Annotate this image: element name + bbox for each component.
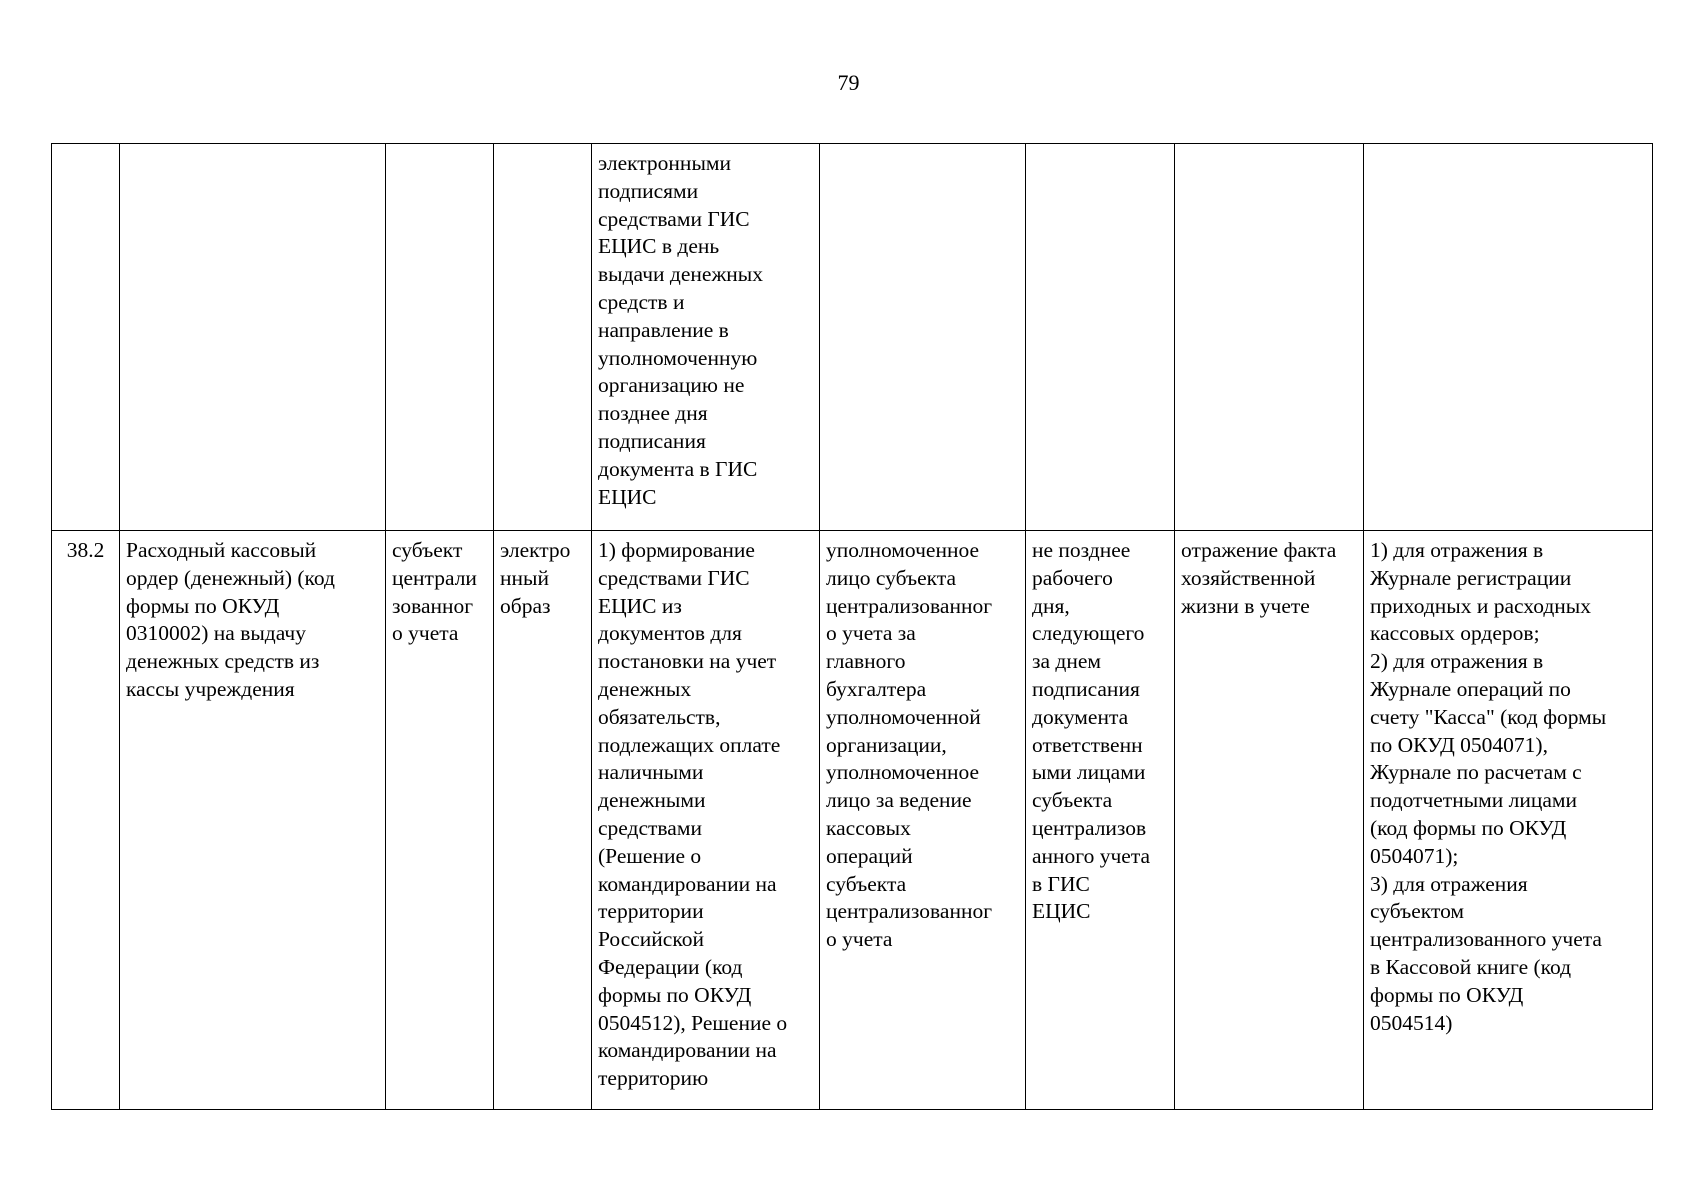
- cell-number: [52, 144, 120, 531]
- cell-deadline: не позднее рабочего дня, следующего за днем подписания документа ответственн ыми лицами субъекта централизов анного учета в ГИС ЕЦИС: [1026, 531, 1175, 1110]
- cell-signer: [820, 144, 1026, 531]
- cell-number: 38.2: [52, 531, 120, 1110]
- cell-deadline: [1026, 144, 1175, 531]
- cell-format: электро нный образ: [494, 531, 592, 1110]
- cell-procedure: электронными подписями средствами ГИС ЕЦИС в день выдачи денежных средств и направление в уполномоченную организацию не позднее дня подписания документа в ГИС ЕЦИС: [592, 144, 820, 531]
- cell-format: [494, 144, 592, 531]
- cell-creator: [386, 144, 494, 531]
- document-table: [51, 143, 1653, 1110]
- cell-usage: [1364, 144, 1653, 531]
- cell-usage: 1) для отражения в Журнале регистрации приходных и расходных кассовых ордеров; 2) для отражения в Журнале операций по счету "Касса" (код формы по ОКУД 0504071), Журнале по расчетам с подотчетными лицами (код формы по ОКУД 0504071); 3) для отражения субъектом централизованного учета в Кассовой книге (код формы по ОКУД 0504514): [1364, 531, 1653, 1110]
- cell-purpose: [1175, 144, 1364, 531]
- cell-procedure: 1) формирование средствами ГИС ЕЦИС из документов для постановки на учет денежных обязательств, подлежащих оплате наличными денежными средствами (Решение о командировании на территории Российской Федерации (код формы по ОКУД 0504512), Решение о командировании на территорию: [592, 531, 820, 1110]
- cell-purpose: отражение факта хозяйственной жизни в учете: [1175, 531, 1364, 1110]
- table-row: [52, 531, 1653, 1110]
- cell-document-name: Расходный кассовый ордер (денежный) (код формы по ОКУД 0310002) на выдачу денежных средств из кассы учреждения: [120, 531, 386, 1110]
- cell-creator: субъект централи зованног о учета: [386, 531, 494, 1110]
- cell-signer: уполномоченное лицо субъекта централизованног о учета за главного бухгалтера уполномоченной организации, уполномоченное лицо за ведение кассовых операций субъекта централизованног о учета: [820, 531, 1026, 1110]
- cell-document-name: [120, 144, 386, 531]
- table-row-continued: [52, 144, 1653, 531]
- page-number: 79: [837, 70, 860, 95]
